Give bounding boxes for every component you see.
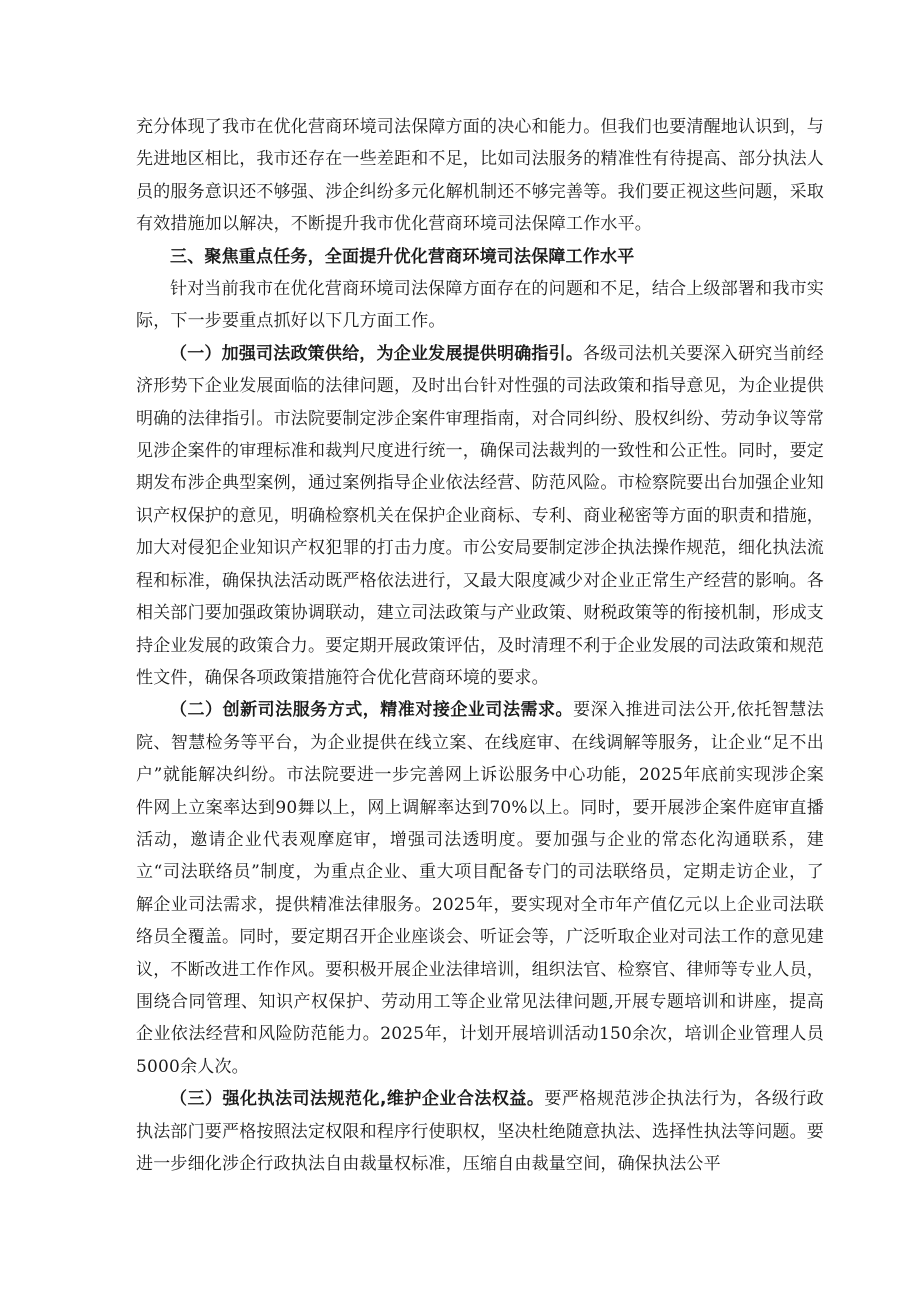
item-1-body: 各级司法机关要深入研究当前经济形势下企业发展面临的法律问题，及时出台针对性强的司法政策和指导意见，为企业提供明确的法律指引。市法院要制定涉企案件审理指南，对合同纠纷、股权纠纷、劳动争议等常见涉企案件的审理标准和裁判尺度进行统一，确保司法裁判的一致性和公正性。同时，要定期发布涉企典型案例，通过案例指导企业依法经营、防范风险。市检察院要出台加强企业知识产权保护的意见，明确检察机关在保护企业商标、专利、商业秘密等方面的职责和措施，加大对侵犯企业知识产权犯罪的打击力度。市公安局要制定涉企执法操作规范，细化执法流程和标准，确保执法活动既严格依法进行，又最大限度减少对企业正常生产经营的影响。各相关部门要加强政策协调联动，建立司法政策与产业政策、财税政策等的衔接机制，形成支持企业发展的政策合力。要定期开展政策评估，及时清理不利于企业发展的司法政策和规范性文件，确保各项政策措施符合优化营商环境的要求。 [136,343,824,688]
item-3-body: 要严格规范涉企执法行为，各级行政执法部门要严格按照法定权限和程序行使职权，坚决杜绝随意执法、选择性执法等问题。要进一步细化涉企行政执法自由裁量权标准，压缩自由裁量空间，确保执法公平 [136,1089,825,1174]
paragraph-item-2 [136,694,824,1083]
item-1-lead: （一）加强司法政策供给，为企业发展提供明确指引。 [170,343,584,364]
section-heading: 三、聚焦重点任务，全面提升优化营商环境司法保障工作水平 [170,246,635,267]
item-3-lead: （三）强化执法司法规范化,维护企业合法权益。 [170,1089,545,1110]
item-2-body: 要深入推进司法公开,依托智慧法院、智慧检务等平台，为企业提供在线立案、在线庭审、在线调解等服务，让企业“足不出户”就能解决纠纷。市法院要进一步完善网上诉讼服务中心功能，2025年底前实现涉企案件网上立案率达到90舞以上，网上调解率达到70%以上。同时，要开展涉企案件庭审直播活动，邀请企业代表观摩庭审，增强司法透明度。要加强与企业的常态化沟通联系，建立“司法联络员”制度，为重点企业、重大项目配备专门的司法联络员，定期走访企业，了解企业司法需求，提供精准法律服务。2025年，要实现对全市年产值亿元以上企业司法联络员全覆盖。同时，要定期召开企业座谈会、听证会等，广泛听取企业对司法工作的意见建议，不断改进工作作风。要积极开展企业法律培训，组织法官、检察官、律师等专业人员，围绕合同管理、知识产权保护、劳动用工等企业常见法律问题,开展专题培训和讲座，提高企业依法经营和风险防范能力。2025年，计划开展培训活动150余次，培训企业管理人员5000余人次。 [136,700,825,1077]
paragraph-item-1 [136,338,824,694]
paragraph-item-3 [136,1083,824,1180]
paragraph-intro: 针对当前我市在优化营商环境司法保障方面存在的问题和不足，结合上级部署和我市实际，下一步要重点抓好以下几方面工作。 [136,279,824,332]
paragraph-continuation: 充分体现了我市在优化营商环境司法保障方面的决心和能力。但我们也要清醒地认识到，与先进地区相比，我市还存在一些差距和不足，比如司法服务的精准性有待提高、部分执法人员的服务意识还不够强、涉企纠纷多元化解机制还不够完善等。我们要正视这些问题，采取有效措施加以解决，不断提升我市优化营商环境司法保障工作水平。 [136,117,824,235]
item-2-lead: （二）创新司法服务方式，精准对接企业司法需求。 [170,700,574,721]
